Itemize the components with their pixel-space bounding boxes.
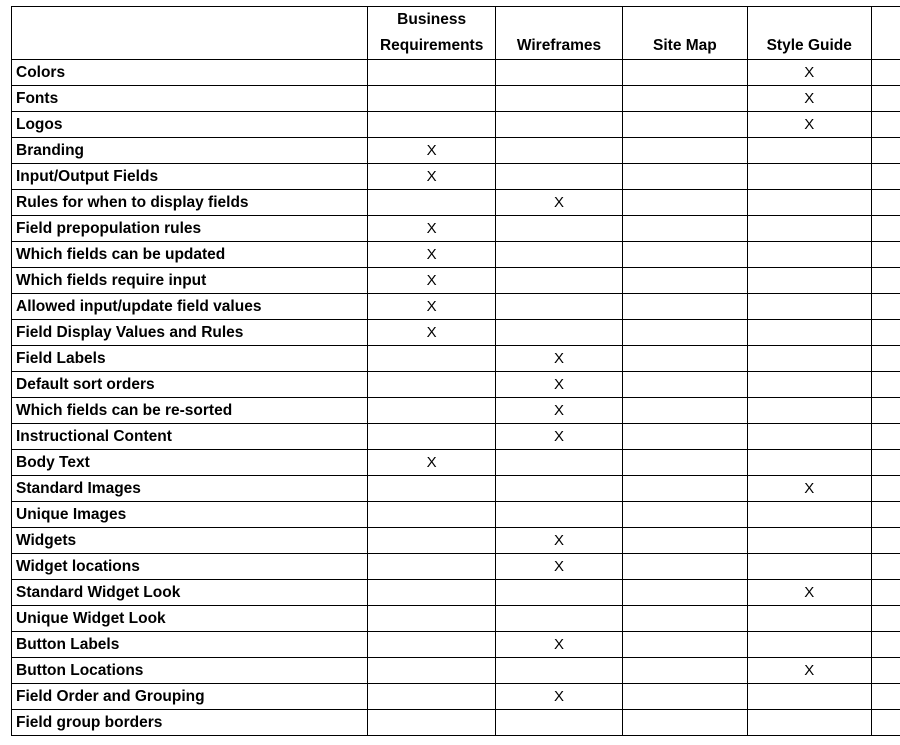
mark-cell-checked: X [368, 268, 496, 294]
mark-cell-empty [622, 346, 747, 372]
mark-cell-empty [496, 60, 623, 86]
overflow-cell [871, 268, 900, 294]
mark-cell-empty [622, 372, 747, 398]
mark-cell-empty [622, 632, 747, 658]
row-label-cell: Input/Output Fields [12, 164, 368, 190]
mark-cell-empty [622, 580, 747, 606]
table-row [12, 242, 900, 268]
mark-cell-checked: X [496, 398, 623, 424]
mark-cell-empty [496, 112, 623, 138]
mark-cell-empty [368, 190, 496, 216]
row-label-cell: Branding [12, 138, 368, 164]
table-row [12, 424, 900, 450]
table-row [12, 190, 900, 216]
mark-cell-empty [622, 320, 747, 346]
column-header-business-requirements: Business Requirements [368, 7, 496, 60]
overflow-cell [871, 476, 900, 502]
row-label-cell: Default sort orders [12, 372, 368, 398]
table-row [12, 398, 900, 424]
row-label-cell: Widgets [12, 528, 368, 554]
mark-cell-empty [368, 502, 496, 528]
mark-cell-empty [622, 450, 747, 476]
table-row [12, 60, 900, 86]
mark-cell-checked: X [368, 450, 496, 476]
column-header-site-map: Site Map [622, 7, 747, 60]
mark-cell-empty [368, 684, 496, 710]
mark-cell-empty [747, 450, 871, 476]
overflow-cell [871, 190, 900, 216]
mark-cell-empty [496, 242, 623, 268]
mark-cell-checked: X [747, 112, 871, 138]
mark-cell-empty [496, 294, 623, 320]
mark-cell-checked: X [747, 86, 871, 112]
mark-cell-empty [368, 372, 496, 398]
mark-cell-empty [747, 372, 871, 398]
mark-cell-checked: X [496, 554, 623, 580]
overflow-cell [871, 242, 900, 268]
mark-cell-empty [622, 112, 747, 138]
overflow-cell [871, 398, 900, 424]
overflow-cell [871, 658, 900, 684]
mark-cell-empty [368, 658, 496, 684]
column-header-wireframes: Wireframes [496, 7, 623, 60]
table-row [12, 554, 900, 580]
overflow-cell [871, 606, 900, 632]
mark-cell-empty [622, 86, 747, 112]
table-row [12, 320, 900, 346]
table-row [12, 658, 900, 684]
row-label-cell: Allowed input/update field values [12, 294, 368, 320]
mark-cell-empty [747, 424, 871, 450]
table-row [12, 710, 900, 736]
mark-cell-checked: X [496, 190, 623, 216]
table-row [12, 372, 900, 398]
mark-cell-empty [622, 502, 747, 528]
row-label-cell: Logos [12, 112, 368, 138]
mark-cell-empty [622, 190, 747, 216]
row-label-cell: Rules for when to display fields [12, 190, 368, 216]
mark-cell-empty [368, 346, 496, 372]
mark-cell-empty [622, 658, 747, 684]
overflow-cell [871, 164, 900, 190]
table-row [12, 216, 900, 242]
mark-cell-empty [496, 502, 623, 528]
table-row [12, 138, 900, 164]
mark-cell-checked: X [496, 372, 623, 398]
row-label-cell: Field group borders [12, 710, 368, 736]
mark-cell-empty [368, 528, 496, 554]
row-label-cell: Fonts [12, 86, 368, 112]
table-body [12, 60, 900, 736]
mark-cell-empty [496, 606, 623, 632]
mark-cell-checked: X [368, 294, 496, 320]
header-row [12, 7, 900, 60]
mark-cell-empty [368, 710, 496, 736]
mark-cell-empty [747, 632, 871, 658]
mark-cell-empty [622, 216, 747, 242]
table-row [12, 164, 900, 190]
row-label-cell: Which fields can be re-sorted [12, 398, 368, 424]
mark-cell-empty [622, 268, 747, 294]
mark-cell-empty [368, 606, 496, 632]
mark-cell-empty [496, 86, 623, 112]
mark-cell-empty [622, 294, 747, 320]
mark-cell-empty [368, 112, 496, 138]
row-label-cell: Unique Images [12, 502, 368, 528]
table-row [12, 294, 900, 320]
mark-cell-empty [747, 684, 871, 710]
mark-cell-empty [747, 528, 871, 554]
overflow-cell [871, 320, 900, 346]
mark-cell-empty [496, 476, 623, 502]
mark-cell-empty [496, 138, 623, 164]
mark-cell-empty [622, 424, 747, 450]
mark-cell-empty [747, 164, 871, 190]
mark-cell-empty [622, 710, 747, 736]
mark-cell-checked: X [368, 216, 496, 242]
row-label-cell: Standard Widget Look [12, 580, 368, 606]
mark-cell-empty [622, 554, 747, 580]
overflow-cell [871, 424, 900, 450]
table-row [12, 528, 900, 554]
overflow-cell [871, 372, 900, 398]
mark-cell-checked: X [368, 164, 496, 190]
mark-cell-checked: X [368, 242, 496, 268]
overflow-cell [871, 684, 900, 710]
row-label-cell: Button Labels [12, 632, 368, 658]
corner-header-cell [12, 7, 368, 60]
mark-cell-checked: X [496, 424, 623, 450]
overflow-cell [871, 138, 900, 164]
mark-cell-empty [622, 138, 747, 164]
mark-cell-empty [368, 580, 496, 606]
mark-cell-checked: X [747, 580, 871, 606]
row-label-cell: Which fields can be updated [12, 242, 368, 268]
mark-cell-checked: X [747, 60, 871, 86]
overflow-cell [871, 632, 900, 658]
row-label-cell: Field Order and Grouping [12, 684, 368, 710]
column-header-overflow [871, 7, 900, 60]
mark-cell-empty [368, 424, 496, 450]
overflow-cell [871, 450, 900, 476]
row-label-cell: Unique Widget Look [12, 606, 368, 632]
mark-cell-empty [747, 190, 871, 216]
mark-cell-empty [747, 216, 871, 242]
mark-cell-empty [747, 294, 871, 320]
mark-cell-empty [496, 164, 623, 190]
overflow-cell [871, 528, 900, 554]
overflow-cell [871, 346, 900, 372]
table-row [12, 450, 900, 476]
overflow-cell [871, 216, 900, 242]
mark-cell-empty [368, 632, 496, 658]
overflow-cell [871, 554, 900, 580]
mark-cell-empty [368, 60, 496, 86]
requirements-matrix [11, 6, 900, 736]
mark-cell-empty [747, 606, 871, 632]
mark-cell-empty [747, 268, 871, 294]
mark-cell-checked: X [368, 138, 496, 164]
mark-cell-empty [747, 242, 871, 268]
table-row [12, 632, 900, 658]
mark-cell-empty [747, 320, 871, 346]
row-label-cell: Colors [12, 60, 368, 86]
row-label-cell: Button Locations [12, 658, 368, 684]
mark-cell-empty [496, 216, 623, 242]
table-row [12, 476, 900, 502]
mark-cell-checked: X [496, 346, 623, 372]
table-row [12, 502, 900, 528]
overflow-cell [871, 86, 900, 112]
mark-cell-empty [747, 710, 871, 736]
mark-cell-empty [622, 476, 747, 502]
row-label-cell: Widget locations [12, 554, 368, 580]
mark-cell-empty [747, 554, 871, 580]
mark-cell-empty [622, 60, 747, 86]
column-header-style-guide: Style Guide [747, 7, 871, 60]
overflow-cell [871, 710, 900, 736]
mark-cell-empty [622, 684, 747, 710]
mark-cell-empty [496, 268, 623, 294]
table-row [12, 580, 900, 606]
row-label-cell: Field prepopulation rules [12, 216, 368, 242]
table-row [12, 86, 900, 112]
mark-cell-empty [496, 450, 623, 476]
mark-cell-empty [368, 398, 496, 424]
row-label-cell: Which fields require input [12, 268, 368, 294]
mark-cell-checked: X [496, 528, 623, 554]
overflow-cell [871, 502, 900, 528]
mark-cell-checked: X [747, 476, 871, 502]
row-label-cell: Standard Images [12, 476, 368, 502]
mark-cell-empty [368, 554, 496, 580]
mark-cell-empty [747, 502, 871, 528]
mark-cell-empty [622, 398, 747, 424]
table-row [12, 606, 900, 632]
mark-cell-empty [622, 164, 747, 190]
overflow-cell [871, 580, 900, 606]
mark-cell-empty [747, 138, 871, 164]
table-row [12, 684, 900, 710]
overflow-cell [871, 60, 900, 86]
mark-cell-empty [496, 710, 623, 736]
mark-cell-empty [496, 320, 623, 346]
mark-cell-checked: X [496, 684, 623, 710]
table-row [12, 112, 900, 138]
overflow-cell [871, 112, 900, 138]
mark-cell-checked: X [368, 320, 496, 346]
row-label-cell: Body Text [12, 450, 368, 476]
mark-cell-checked: X [496, 632, 623, 658]
row-label-cell: Instructional Content [12, 424, 368, 450]
row-label-cell: Field Labels [12, 346, 368, 372]
mark-cell-checked: X [747, 658, 871, 684]
mark-cell-empty [496, 580, 623, 606]
overflow-cell [871, 294, 900, 320]
mark-cell-empty [368, 86, 496, 112]
mark-cell-empty [622, 606, 747, 632]
table-row [12, 268, 900, 294]
mark-cell-empty [622, 242, 747, 268]
mark-cell-empty [496, 658, 623, 684]
mark-cell-empty [747, 346, 871, 372]
row-label-cell: Field Display Values and Rules [12, 320, 368, 346]
table-row [12, 346, 900, 372]
mark-cell-empty [747, 398, 871, 424]
mark-cell-empty [622, 528, 747, 554]
mark-cell-empty [368, 476, 496, 502]
